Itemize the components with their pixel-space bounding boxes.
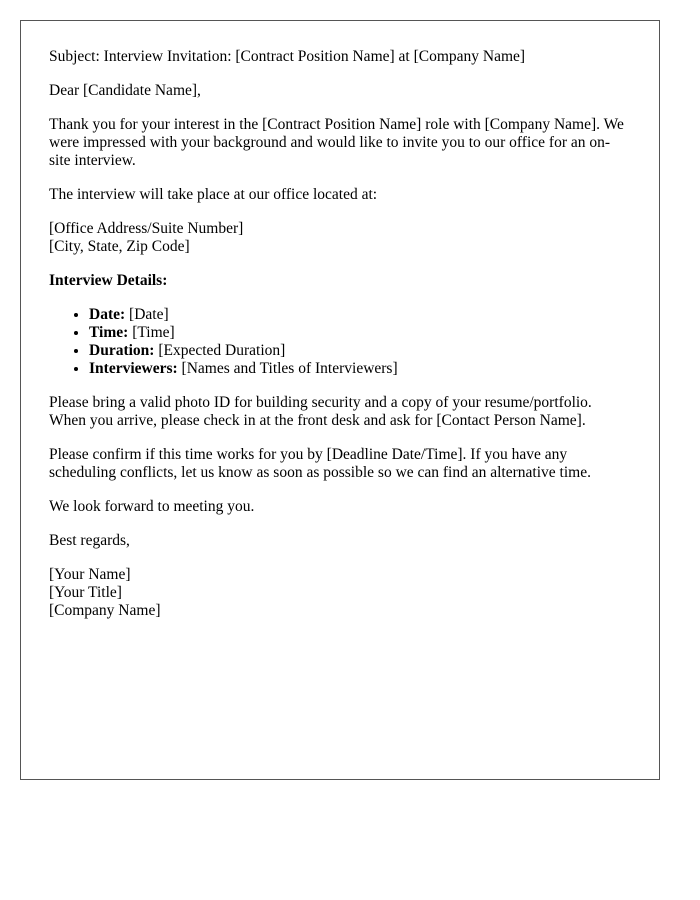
interview-details-heading: Interview Details: (49, 272, 168, 289)
detail-label: Date: (89, 306, 126, 323)
signature-title: [Your Title] (49, 584, 122, 601)
greeting: Dear [Candidate Name], (49, 82, 201, 99)
intro-paragraph: Thank you for your interest in the [Contract Position Name] role with [Company Name]. We were impressed with your background and would like to invite you to our office for an on-site interview. (49, 116, 624, 169)
detail-value: [Date] (129, 306, 169, 323)
letter-page (20, 20, 660, 780)
subject-line: Subject: Interview Invitation: [Contract Position Name] at [Company Name] (49, 48, 526, 65)
address-line-1: [Office Address/Suite Number] (49, 220, 244, 237)
detail-value: [Names and Titles of Interviewers] (181, 360, 398, 377)
detail-time (89, 324, 631, 342)
address-line-2: [City, State, Zip Code] (49, 238, 190, 255)
confirmation-paragraph: Please confirm if this time works for you by [Deadline Date/Time]. If you have any scheduling conflicts, let us know as soon as possible so we can find an alternative time. (49, 446, 591, 481)
signature-company: [Company Name] (49, 602, 161, 619)
instructions-paragraph: Please bring a valid photo ID for building security and a copy of your resume/portfolio. When you arrive, please check in at the front desk and ask for [Contact Person Name]. (49, 394, 592, 429)
signature-name: [Your Name] (49, 566, 131, 583)
detail-duration (89, 342, 631, 360)
detail-date (89, 306, 631, 324)
detail-label: Time: (89, 324, 129, 341)
detail-label: Duration: (89, 342, 155, 359)
office-address (49, 220, 631, 256)
detail-label: Interviewers: (89, 360, 178, 377)
signoff: Best regards, (49, 532, 130, 549)
detail-value: [Time] (132, 324, 175, 341)
closing-line: We look forward to meeting you. (49, 498, 255, 515)
detail-interviewers (89, 360, 631, 378)
signature-block (49, 566, 631, 620)
detail-value: [Expected Duration] (158, 342, 286, 359)
location-intro: The interview will take place at our office located at: (49, 186, 378, 203)
interview-details-list (49, 306, 631, 378)
